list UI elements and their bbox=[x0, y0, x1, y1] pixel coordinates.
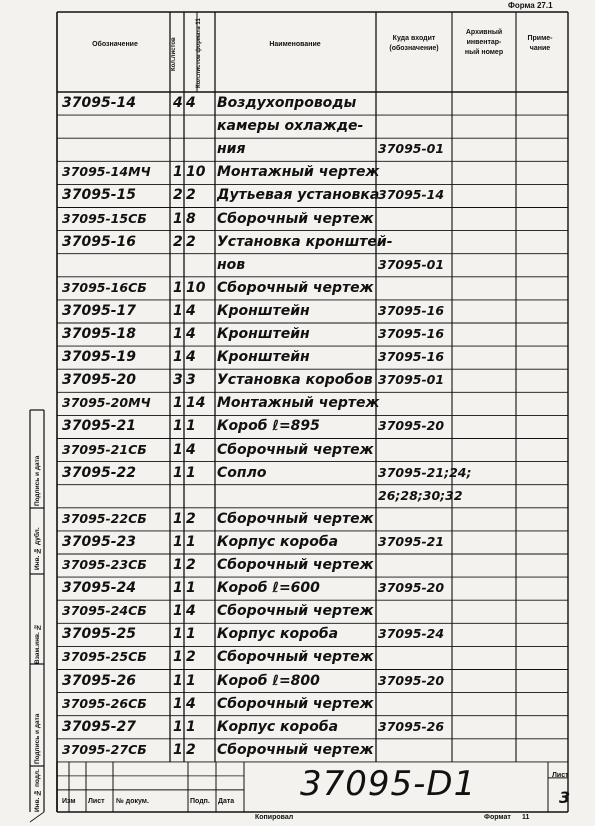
row-sheets-count: 4 bbox=[173, 95, 183, 111]
row-sheets-count: 1 bbox=[173, 695, 183, 712]
row-name: Корпус короба bbox=[217, 533, 339, 550]
grid-line bbox=[30, 812, 44, 822]
row-designation: 37095-20 bbox=[62, 372, 136, 389]
row-sheets-count: 2 bbox=[173, 187, 183, 204]
row-name: Сборочный чертеж bbox=[217, 649, 374, 666]
row-sheets-format: 2 bbox=[186, 233, 196, 250]
header-note: Приме- чание bbox=[527, 35, 553, 52]
row-sheets-format: 1 bbox=[186, 580, 196, 597]
row-name: Сборочный чертеж bbox=[217, 603, 374, 620]
row-designation: 37095-23 bbox=[62, 533, 136, 550]
row-sheets-format: 2 bbox=[186, 187, 196, 204]
header-archive-number: Архивный инвентар- ный номер bbox=[464, 29, 504, 56]
side-inv-podl: Инв. № подл. bbox=[34, 769, 41, 812]
row-name: Короб ℓ=800 bbox=[217, 672, 320, 689]
row-sheets-count: 1 bbox=[173, 441, 183, 458]
row-where-used: 37095-21 bbox=[378, 533, 445, 549]
header-designation: Обозначение bbox=[92, 41, 138, 48]
row-sheets-count: 1 bbox=[173, 741, 183, 758]
row-sheets-count: 1 bbox=[173, 395, 183, 412]
row-name: Кронштейн bbox=[217, 302, 310, 319]
row-name: Корпус короба bbox=[217, 626, 339, 643]
row-name: Короб ℓ=895 bbox=[217, 418, 320, 435]
row-name: Сборочный чертеж bbox=[217, 557, 374, 573]
row-sheets-count: 1 bbox=[173, 557, 183, 573]
row-sheets-format: 4 bbox=[186, 441, 196, 458]
row-designation: 37095-22 bbox=[62, 464, 136, 481]
side-inv-dubl: Инв. № дубл. bbox=[34, 527, 41, 570]
row-sheets-format: 1 bbox=[186, 464, 196, 481]
row-sheets-count: 1 bbox=[173, 603, 183, 620]
row-name: Кронштейн bbox=[217, 326, 310, 342]
row-name: Корпус короба bbox=[217, 718, 339, 735]
row-sheets-count: 1 bbox=[173, 326, 183, 342]
row-sheets-format: 4 bbox=[186, 326, 196, 342]
row-sheets-format: 14 bbox=[186, 395, 206, 412]
row-sheets-format: 1 bbox=[186, 718, 196, 735]
row-sheets-count: 1 bbox=[173, 464, 183, 481]
row-designation: 37095-14МЧ bbox=[62, 164, 151, 180]
row-name: Сборочный чертеж bbox=[217, 441, 374, 458]
row-designation: 37095-24 bbox=[62, 580, 136, 597]
row-designation: 37095-27СБ bbox=[62, 741, 147, 757]
col-izm: Изм bbox=[62, 798, 76, 805]
row-sheets-format: 10 bbox=[186, 279, 206, 296]
sheet-label: Лист bbox=[552, 772, 569, 779]
row-name: Кронштейн bbox=[217, 349, 310, 366]
row-name: Сборочный чертеж bbox=[217, 279, 374, 296]
row-where-used: 37095-16 bbox=[378, 302, 445, 318]
row-sheets-format: 4 bbox=[186, 95, 196, 111]
row-sheets-format: 1 bbox=[186, 533, 196, 550]
col-sign: Подп. bbox=[190, 798, 210, 805]
row-designation: 37095-26 bbox=[62, 672, 136, 689]
sheet-number: 3 bbox=[559, 788, 571, 807]
header-sheets-count: Кол.листов bbox=[171, 37, 177, 71]
side-sign-date-1: Подпись и дата bbox=[34, 455, 41, 506]
row-designation: 37095-23СБ bbox=[62, 557, 147, 572]
row-designation: 37095-19 bbox=[62, 349, 136, 366]
row-name: Установка кронштей- bbox=[217, 233, 393, 250]
footer-format: Формат bbox=[484, 814, 511, 821]
row-where-used: 37095-16 bbox=[378, 349, 445, 365]
document-number: 37095-D1 bbox=[300, 764, 477, 804]
side-sign-date-2: Подпись и дата bbox=[34, 713, 41, 764]
row-sheets-count: 1 bbox=[173, 649, 183, 666]
footer-format-value: 11 bbox=[522, 814, 530, 821]
row-name: Сборочный чертеж bbox=[217, 741, 374, 758]
row-name: Сопло bbox=[217, 464, 267, 481]
row-sheets-format: 4 bbox=[186, 695, 196, 712]
col-doc: № докум. bbox=[116, 798, 149, 805]
row-designation: 37095-15 bbox=[62, 187, 136, 204]
row-sheets-count: 1 bbox=[173, 349, 183, 366]
row-designation: 37095-25 bbox=[62, 626, 136, 643]
row-where-used: 26;28;30;32 bbox=[378, 487, 463, 503]
row-sheets-format: 4 bbox=[186, 603, 196, 620]
row-designation: 37095-27 bbox=[62, 718, 136, 735]
row-designation: 37095-26СБ bbox=[62, 695, 147, 711]
row-designation: 37095-21 bbox=[62, 418, 136, 435]
row-designation: 37095-18 bbox=[62, 326, 136, 342]
row-name: камеры охлажде- bbox=[217, 118, 364, 135]
row-sheets-format: 2 bbox=[186, 510, 196, 527]
row-designation: 37095-20МЧ bbox=[62, 395, 151, 411]
row-sheets-count: 1 bbox=[173, 418, 183, 435]
row-sheets-format: 2 bbox=[186, 741, 196, 758]
row-designation: 37095-15СБ bbox=[62, 210, 147, 226]
header-sheets-format: Кол.листов формата 11 bbox=[196, 18, 202, 88]
row-name: Воздухопроводы bbox=[217, 95, 357, 111]
row-sheets-format: 2 bbox=[186, 557, 196, 573]
row-where-used: 37095-01 bbox=[378, 141, 445, 157]
row-sheets-format: 1 bbox=[186, 626, 196, 643]
row-sheets-format: 8 bbox=[186, 210, 196, 227]
row-name: ния bbox=[217, 141, 246, 158]
row-where-used: 37095-14 bbox=[378, 187, 445, 203]
row-where-used: 37095-16 bbox=[378, 326, 445, 341]
row-sheets-count: 1 bbox=[173, 626, 183, 643]
row-designation: 37095-24СБ bbox=[62, 603, 147, 619]
row-sheets-count: 3 bbox=[173, 372, 183, 389]
row-sheets-format: 2 bbox=[186, 649, 196, 666]
row-sheets-count: 1 bbox=[173, 672, 183, 689]
row-sheets-count: 1 bbox=[173, 210, 183, 227]
row-designation: 37095-17 bbox=[62, 302, 136, 319]
row-name: Дутьевая установка bbox=[217, 187, 380, 204]
row-sheets-format: 4 bbox=[186, 349, 196, 366]
header-name: Наименование bbox=[269, 41, 321, 48]
row-sheets-format: 1 bbox=[186, 418, 196, 435]
col-date: Дата bbox=[218, 798, 235, 805]
row-name: Сборочный чертеж bbox=[217, 695, 374, 712]
row-sheets-count: 2 bbox=[173, 233, 183, 250]
footer-copied: Копировал bbox=[255, 814, 294, 821]
row-designation: 37095-14 bbox=[62, 95, 136, 111]
side-vzam-inv: Взам.инв. № bbox=[34, 623, 41, 664]
row-where-used: 37095-21;24; bbox=[378, 464, 472, 480]
row-where-used: 37095-20 bbox=[378, 418, 445, 434]
col-list: Лист bbox=[88, 798, 105, 805]
row-designation: 37095-16 bbox=[62, 233, 136, 250]
row-sheets-format: 10 bbox=[186, 164, 206, 181]
row-name: Сборочный чертеж bbox=[217, 510, 374, 527]
row-where-used: 37095-20 bbox=[378, 672, 445, 688]
row-sheets-count: 1 bbox=[173, 718, 183, 735]
row-sheets-format: 3 bbox=[186, 372, 196, 389]
row-sheets-format: 4 bbox=[186, 302, 196, 319]
row-sheets-count: 1 bbox=[173, 510, 183, 527]
row-designation: 37095-22СБ bbox=[62, 510, 147, 526]
row-designation: 37095-21СБ bbox=[62, 441, 147, 457]
row-name: нов bbox=[217, 256, 246, 273]
row-sheets-count: 1 bbox=[173, 580, 183, 597]
row-where-used: 37095-01 bbox=[378, 256, 445, 272]
row-name: Установка коробов bbox=[217, 372, 373, 389]
row-sheets-count: 1 bbox=[173, 533, 183, 550]
row-name: Монтажный чертеж bbox=[217, 395, 380, 412]
row-where-used: 37095-24 bbox=[378, 626, 445, 642]
row-where-used: 37095-20 bbox=[378, 580, 445, 596]
row-name: Сборочный чертеж bbox=[217, 210, 374, 227]
row-sheets-count: 1 bbox=[173, 164, 183, 181]
row-name: Короб ℓ=600 bbox=[217, 580, 320, 597]
row-sheets-count: 1 bbox=[173, 302, 183, 319]
row-designation: 37095-16СБ bbox=[62, 279, 147, 295]
form-label: Форма 27.1 bbox=[508, 1, 553, 10]
header-where-used: Куда входит (обозначение) bbox=[389, 35, 439, 52]
row-designation: 37095-25СБ bbox=[62, 649, 147, 665]
row-where-used: 37095-01 bbox=[378, 372, 445, 388]
row-sheets-count: 1 bbox=[173, 279, 183, 296]
row-sheets-format: 1 bbox=[186, 672, 196, 689]
row-name: Монтажный чертеж bbox=[217, 164, 380, 181]
row-where-used: 37095-26 bbox=[378, 718, 445, 734]
